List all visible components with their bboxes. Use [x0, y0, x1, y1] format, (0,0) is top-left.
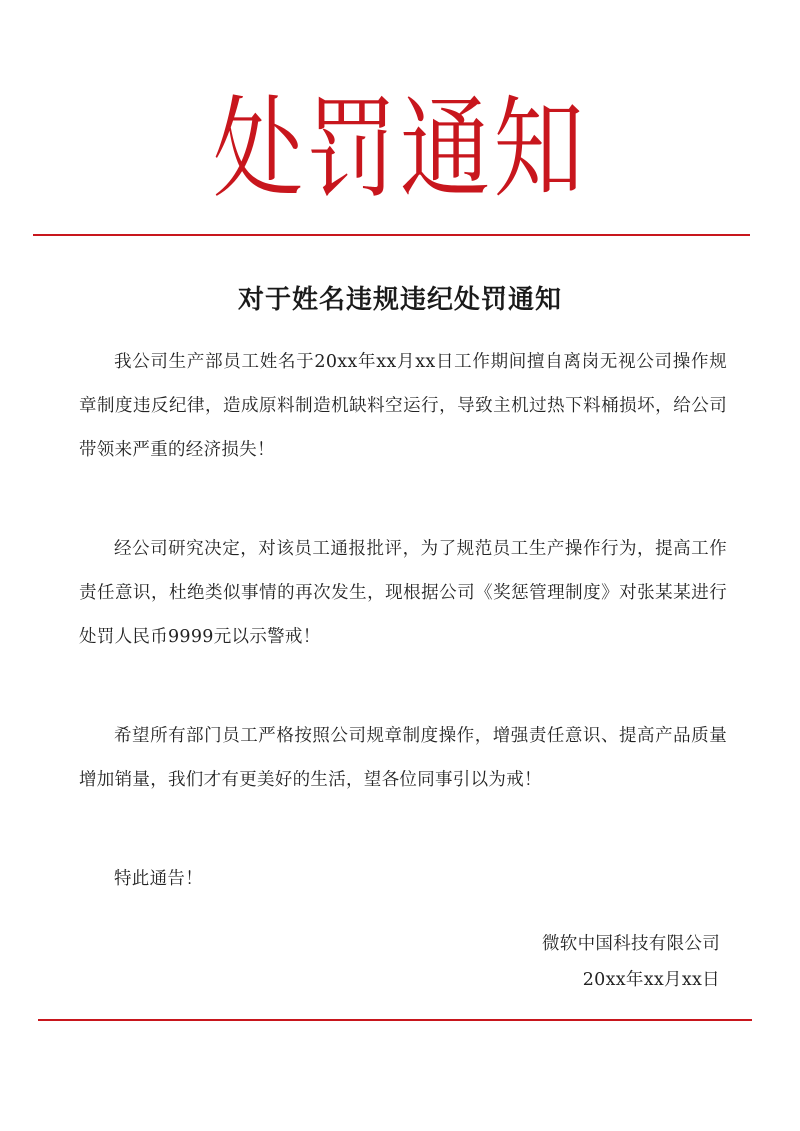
paragraph-decision: 经公司研究决定，对该员工通报批评，为了规范员工生产操作行为，提高工作责任意识，杜绝类似事情的再次发生，现根据公司《奖惩管理制度》对张某某进行处罚人民币9999元以示警戒！	[79, 539, 727, 647]
paragraph-expectation: 希望所有部门员工严格按照公司规章制度操作，增强责任意识、提高产品质量增加销量，我们才有更美好的生活，望各位同事引以为戒！	[79, 726, 727, 790]
footer-divider	[38, 1019, 752, 1021]
header-divider	[33, 234, 750, 236]
paragraph-closing: 特此通告！	[114, 869, 203, 889]
document-body	[79, 340, 727, 956]
signature-company: 微软中国科技有限公司	[542, 934, 720, 954]
document-title: 对于姓名违规违纪处罚通知	[237, 285, 562, 315]
signature-block	[542, 926, 720, 998]
paragraph-incident: 我公司生产部员工姓名于20xx年xx月xx日工作期间擅自离岗无视公司操作规章制度违反纪律，造成原料制造机缺料空运行，导致主机过热下料桶损坏，给公司带领来严重的经济损失！	[79, 352, 727, 460]
notice-header-title: 处罚通知	[213, 85, 587, 213]
signature-date: 20xx年xx月xx日	[582, 970, 720, 990]
